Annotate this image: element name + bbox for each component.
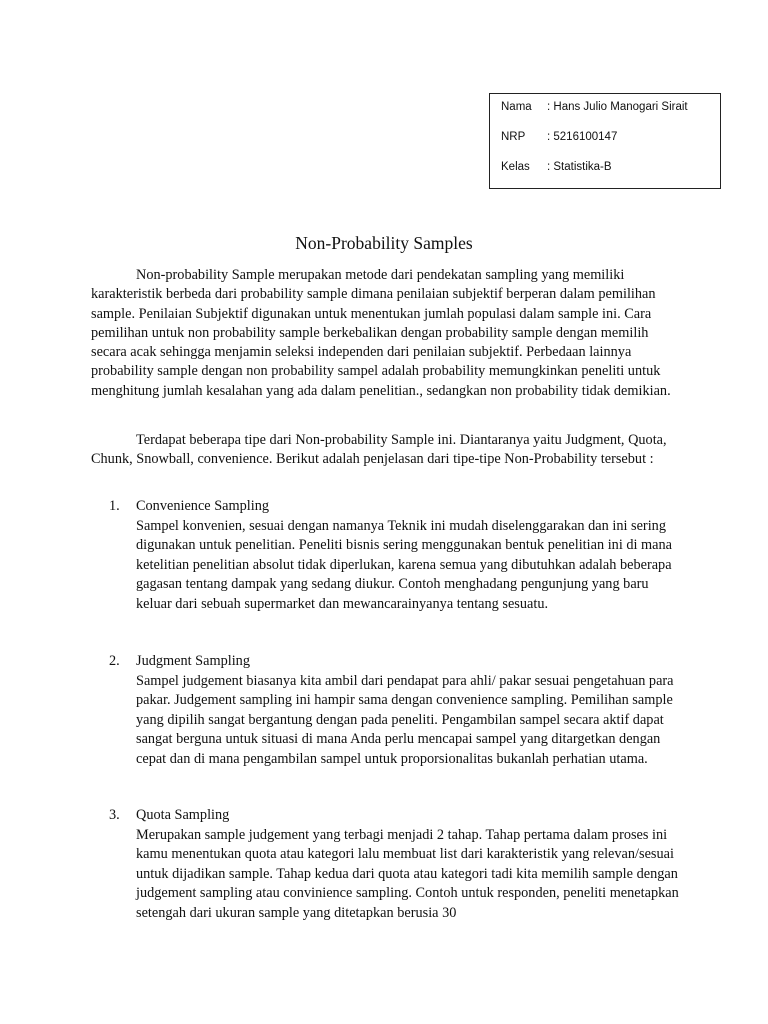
list-item-content bbox=[136, 497, 681, 614]
kelas-label: Kelas bbox=[501, 161, 530, 173]
list-item-content bbox=[136, 806, 681, 923]
nrp-value: : 5216100147 bbox=[547, 131, 618, 143]
info-row-nama bbox=[501, 101, 688, 113]
document-title: Non-Probability Samples bbox=[295, 233, 473, 253]
list-item-heading: Quota Sampling bbox=[136, 807, 230, 823]
nrp-label: NRP bbox=[501, 131, 526, 143]
info-row-kelas bbox=[501, 161, 612, 173]
list-item-heading: Judgment Sampling bbox=[136, 653, 250, 669]
nama-value: : Hans Julio Manogari Sirait bbox=[547, 101, 688, 113]
nama-label: Nama bbox=[501, 101, 532, 113]
list-number: 2. bbox=[109, 653, 120, 669]
kelas-value: : Statistika-B bbox=[547, 161, 612, 173]
student-info-box bbox=[489, 93, 721, 189]
list-item-body: Sampel judgement biasanya kita ambil dari pendapat para ahli/ pakar sesuai pengetahuan para pakar. Judgement sampling ini hampir sama dengan convenience sampling. Pemilihan sample yang dipilih sangat bergantung dengan pada peneliti. Pengambilan sampel secara aktif dapat sangat berguna untuk situasi di mana Anda perlu mencapai sampel yang ditargetkan dengan cepat dan di mana pengambilan sampel untuk proporsionalitas bukanlah perhatian utama. bbox=[136, 672, 674, 767]
paragraph-intro: Non-probability Sample merupakan metode dari pendekatan sampling yang memiliki karakteristik berbeda dari probability sample dimana penilaian subjektif berperan dalam pemilihan sample. Penilaian Subjektif digunakan untuk menentukan jumlah populasi dalam sample ini. Cara pemilihan untuk non probability sample berkebalikan dengan probability sample dengan memilih secara acak sehingga menjamin seleksi independen dari penilaian subjektif. Perbedaan lainnya probability sample dengan non probability sampel adalah probability memungkinkan peneliti untuk menghitung jumlah kesalahan yang ada dalam penelitian., sedangkan non probability tidak demikian. bbox=[91, 267, 671, 399]
list-item-body: Sampel konvenien, sesuai dengan namanya Teknik ini mudah diselenggarakan dan ini sering digunakan untuk penelitian. Peneliti bisnis sering menggunakan bentuk penelitian ini di mana ketelitian penelitian absolut tidak diperlukan, karena semua yang dibutuhkan adalah beberapa gagasan tentang dampak yang sedang diukur. Contoh menghadang pengunjung yang baru keluar dari sebuah supermarket dan mewancarainyanya tentang sesuatu. bbox=[136, 517, 673, 612]
list-item-heading: Convenience Sampling bbox=[136, 498, 270, 514]
list-number: 3. bbox=[109, 807, 120, 823]
list-number: 1. bbox=[109, 498, 120, 514]
list-item-body: Merupakan sample judgement yang terbagi menjadi 2 tahap. Tahap pertama dalam proses ini kamu menentukan quota atau kategori lalu membuat list dari karakteristik yang relevan/sesuai untuk dijadikan sample. Tahap kedua dari quota atau kategori tadi kita memilih sample dengan judgement sampling atau convinience sampling. Contoh untuk responden, peneliti menetapkan setengah dari ukuran sample yang ditetapkan berusia 30 bbox=[136, 826, 679, 921]
info-row-nrp bbox=[501, 131, 617, 143]
paragraph-types: Terdapat beberapa tipe dari Non-probability Sample ini. Diantaranya yaitu Judgment, Quota, Chunk, Snowball, convenience. Berikut adalah penjelasan dari tipe-tipe Non-Probability tersebut : bbox=[91, 432, 667, 468]
list-item-content bbox=[136, 652, 681, 769]
